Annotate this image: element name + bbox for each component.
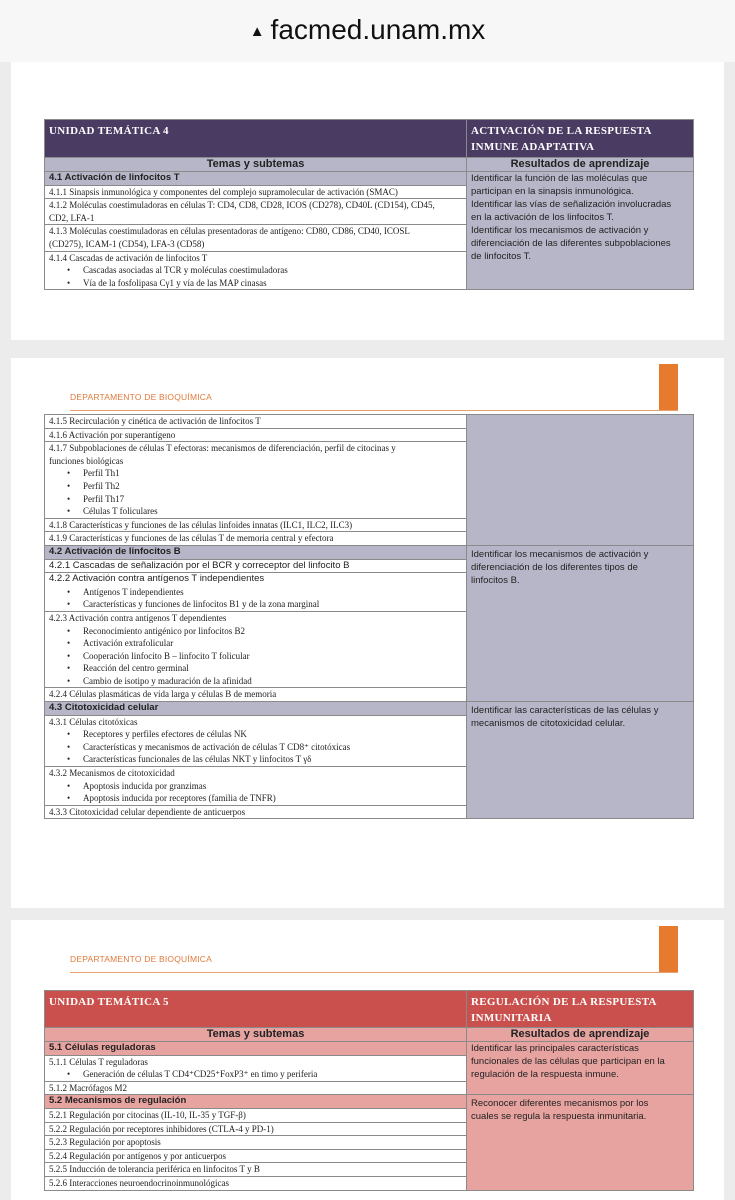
- browser-url-bar[interactable]: [0, 0, 735, 62]
- unit4-table-part2: [44, 414, 694, 819]
- subtopic: 5.1.1 Células T reguladoras • Generación de células T CD4⁺CD25⁺FoxP3⁺ en timo y periferia: [45, 1055, 467, 1081]
- subtopic: 5.2.3 Regulación por apoptosis: [45, 1136, 467, 1150]
- subtopic: 4.1.3 Moléculas coestimuladoras en células presentadoras de antígeno: CD80, CD86, CD40, ICOSL (CD275), ICAM-1 (CD54), LFA-3 (CD58): [45, 225, 467, 251]
- subtopic: 5.2.1 Regulación por citocinas (IL-10, IL-35 y TGF-β): [45, 1108, 467, 1122]
- subtopic: 4.1.6 Activación por superantígeno: [45, 428, 467, 442]
- unit4-theme: ACTIVACIÓN DE LA RESPUESTA INMUNE ADAPTATIVA: [467, 120, 694, 158]
- department-heading: DEPARTAMENTO DE BIOQUÍMICA: [70, 954, 213, 964]
- subtopic: 4.1.8 Características y funciones de las células linfoides innatas (ILC1, ILC2, ILC3): [45, 518, 467, 532]
- results-4-1: Identificar la función de las moléculas que participan en la sinapsis inmunológica. Identificar las vías de señalización involucradas en la activación de los linfocitos T. Identificar los mecanismos de activación y diferenciación de las diferentes subpoblaciones de linfocitos T.: [467, 172, 694, 290]
- subtopic: 4.3.3 Citotoxicidad celular dependiente de anticuerpos: [45, 805, 467, 819]
- section-title: 4.2 Activación de linfocitos B: [45, 545, 467, 559]
- header-accent-bar: [659, 926, 678, 973]
- subtopic: 4.1.2 Moléculas coestimuladoras en células T: CD4, CD8, CD28, ICOS (CD278), CD40L (CD154), CD45, CD2, LFA-1: [45, 199, 467, 225]
- table-row: [45, 415, 694, 429]
- results-5-1: Identificar las principales características funcionales de las células que participan en la regulación de la respuesta inmune.: [467, 1042, 694, 1095]
- results-4-2: Identificar los mecanismos de activación y diferenciación de los diferentes tipos de linfocitos B.: [467, 545, 694, 701]
- section-4-3: [45, 702, 694, 716]
- section-4-2: [45, 545, 694, 559]
- section-title: 4.1 Activación de linfocitos T: [45, 172, 467, 186]
- unit4-table-part1: [44, 119, 694, 290]
- unit5-header-row: [45, 991, 694, 1028]
- subtopic: 4.3.1 Células citotóxicas • Receptores y perfiles efectores de células NK • Características y mecanismos de activación de células T CD8⁺ citotóxicas • Características funcionales de las células NKT y linfocitos T γδ: [45, 715, 467, 766]
- column-headers: [45, 1028, 694, 1042]
- results-empty: [467, 415, 694, 546]
- column-headers: [45, 158, 694, 172]
- unit4-header-row: [45, 120, 694, 158]
- document-page-1: [11, 62, 724, 340]
- subtopic: 5.1.2 Macrófagos M2: [45, 1081, 467, 1095]
- results-4-3: Identificar las características de las células y mecanismos de citotoxicidad celular.: [467, 702, 694, 819]
- subtopic: 4.3.2 Mecanismos de citotoxicidad • Apoptosis inducida por granzimas • Apoptosis inducida por receptores (familia de TNFR): [45, 767, 467, 806]
- url-display[interactable]: [0, 14, 735, 46]
- unit5-theme: REGULACIÓN DE LA RESPUESTA INMUNITARIA: [467, 991, 694, 1028]
- document-page-3: [11, 920, 724, 1200]
- unit4-title: UNIDAD TEMÁTICA 4: [45, 120, 467, 158]
- col-topics: Temas y subtemas: [45, 1028, 467, 1042]
- subtopic: 4.1.5 Recirculación y cinética de activación de linfocitos T: [45, 415, 467, 429]
- section-title: 5.2 Mecanismos de regulación: [45, 1095, 467, 1109]
- subtopic: 4.2.1 Cascadas de señalización por el BCR y correceptor del linfocito B: [45, 559, 467, 573]
- section-title: 4.3 Citotoxicidad celular: [45, 702, 467, 716]
- subtopic: 4.2.4 Células plasmáticas de vida larga y células B de memoria: [45, 688, 467, 702]
- warning-icon: ▲: [249, 23, 265, 40]
- subtopic: 5.2.6 Interacciones neuroendocrinoinmunológicas: [45, 1176, 467, 1190]
- subtopic: 5.2.4 Regulación por antígenos y por anticuerpos: [45, 1149, 467, 1163]
- header-divider: [70, 410, 678, 411]
- unit5-table: [44, 990, 694, 1191]
- col-results: Resultados de aprendizaje: [467, 158, 694, 172]
- subtopic: 5.2.2 Regulación por receptores inhibidores (CTLA-4 y PD-1): [45, 1122, 467, 1136]
- document-page-2: [11, 358, 724, 908]
- subtopic: 5.2.5 Inducción de tolerancia periférica en linfocitos T y B: [45, 1163, 467, 1177]
- subtopic: 4.2.2 Activación contra antígenos T independientes • Antígenos T independientes • Características y funciones de linfocitos B1 y de la zona marginal: [45, 573, 467, 612]
- subtopic: 4.1.7 Subpoblaciones de células T efectoras: mecanismos de diferenciación, perfil de citocinas y funciones biológicas • Perfil Th1 • Perfil Th2 • Perfil Th17 • Células T foliculares: [45, 442, 467, 519]
- col-topics: Temas y subtemas: [45, 158, 467, 172]
- subtopic: 4.1.1 Sinapsis inmunológica y componentes del complejo supramolecular de activación (SMAC): [45, 185, 467, 199]
- col-results: Resultados de aprendizaje: [467, 1028, 694, 1042]
- subtopic: 4.2.3 Activación contra antígenos T dependientes • Reconocimiento antigénico por linfocitos B2 • Activación extrafolicular • Cooperación linfocito B – linfocito T folicular • Reacción del centro germinal • Cambio de isotipo y maduración de la afinidad: [45, 611, 467, 688]
- department-heading: DEPARTAMENTO DE BIOQUÍMICA: [70, 392, 213, 402]
- section-5-2: [45, 1095, 694, 1109]
- subtopic: 4.1.4 Cascadas de activación de linfocitos T • Cascadas asociadas al TCR y moléculas coestimuladoras • Vía de la fosfolipasa Cγ1 y vía de las MAP cinasas: [45, 251, 467, 290]
- section-5-1: [45, 1042, 694, 1056]
- results-5-2: Reconocer diferentes mecanismos por los cuales se regula la respuesta inmunitaria.: [467, 1095, 694, 1190]
- header-accent-bar: [659, 364, 678, 411]
- subtopic: 4.1.9 Características y funciones de las células T de memoria central y efectora: [45, 532, 467, 546]
- unit5-title: UNIDAD TEMÁTICA 5: [45, 991, 467, 1028]
- header-divider: [70, 972, 678, 973]
- section-title: 5.1 Células reguladoras: [45, 1042, 467, 1056]
- section-4-1: [45, 172, 694, 186]
- url-text: facmed.unam.mx: [270, 14, 486, 45]
